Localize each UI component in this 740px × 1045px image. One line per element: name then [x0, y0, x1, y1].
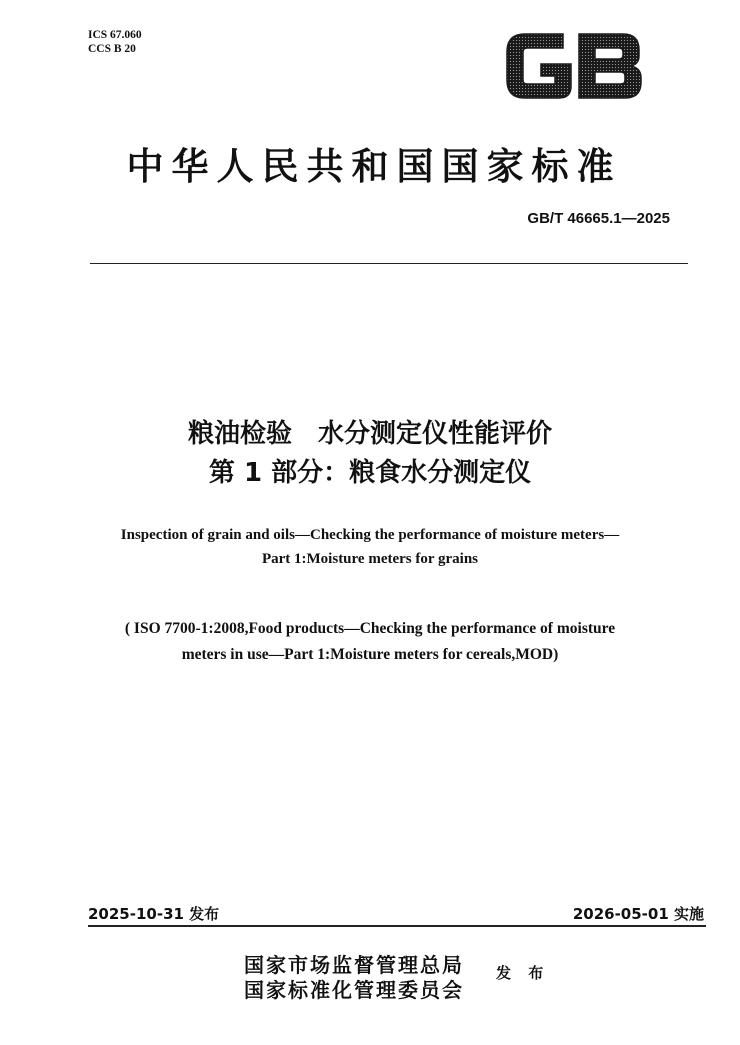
effective-date: 2026-05-01 实施 — [572, 905, 704, 923]
title-cn-line2: 第 1 部分：粮食水分测定仪 — [208, 458, 532, 488]
ics-code: ICS 67.060 — [88, 29, 142, 41]
iso-reference-line2: meters in use—Part 1:Moisture meters for cereals,MOD) — [181, 646, 559, 663]
classification-codes — [88, 28, 142, 56]
iso-reference-line1: ( ISO 7700-1:2008,Food products—Checking the performance of moisture — [124, 620, 616, 637]
standard-number: GB/T 46665.1—2025 — [527, 210, 670, 227]
gb-logo — [503, 30, 645, 102]
title-en-line1: Inspection of grain and oils—Checking the performance of moisture meters— — [120, 527, 620, 543]
footer-divider — [88, 925, 706, 927]
issuer-line2: 国家标准化管理委员会 — [244, 978, 464, 1002]
issue-date: 2025-10-31 发布 — [88, 905, 220, 923]
title-en-line2: Part 1:Moisture meters for grains — [261, 551, 479, 567]
ccs-code: CCS B 20 — [88, 43, 136, 55]
issuer-line1: 国家市场监督管理总局 — [244, 953, 464, 977]
release-label: 发 布 — [496, 964, 550, 982]
header-divider — [90, 263, 688, 264]
title-cn-line1: 粮油检验 水分测定仪性能评价 — [187, 419, 552, 449]
gb-logo-mark — [503, 30, 645, 102]
national-standard-heading: 中华人民共和国国家标准 — [126, 144, 622, 188]
